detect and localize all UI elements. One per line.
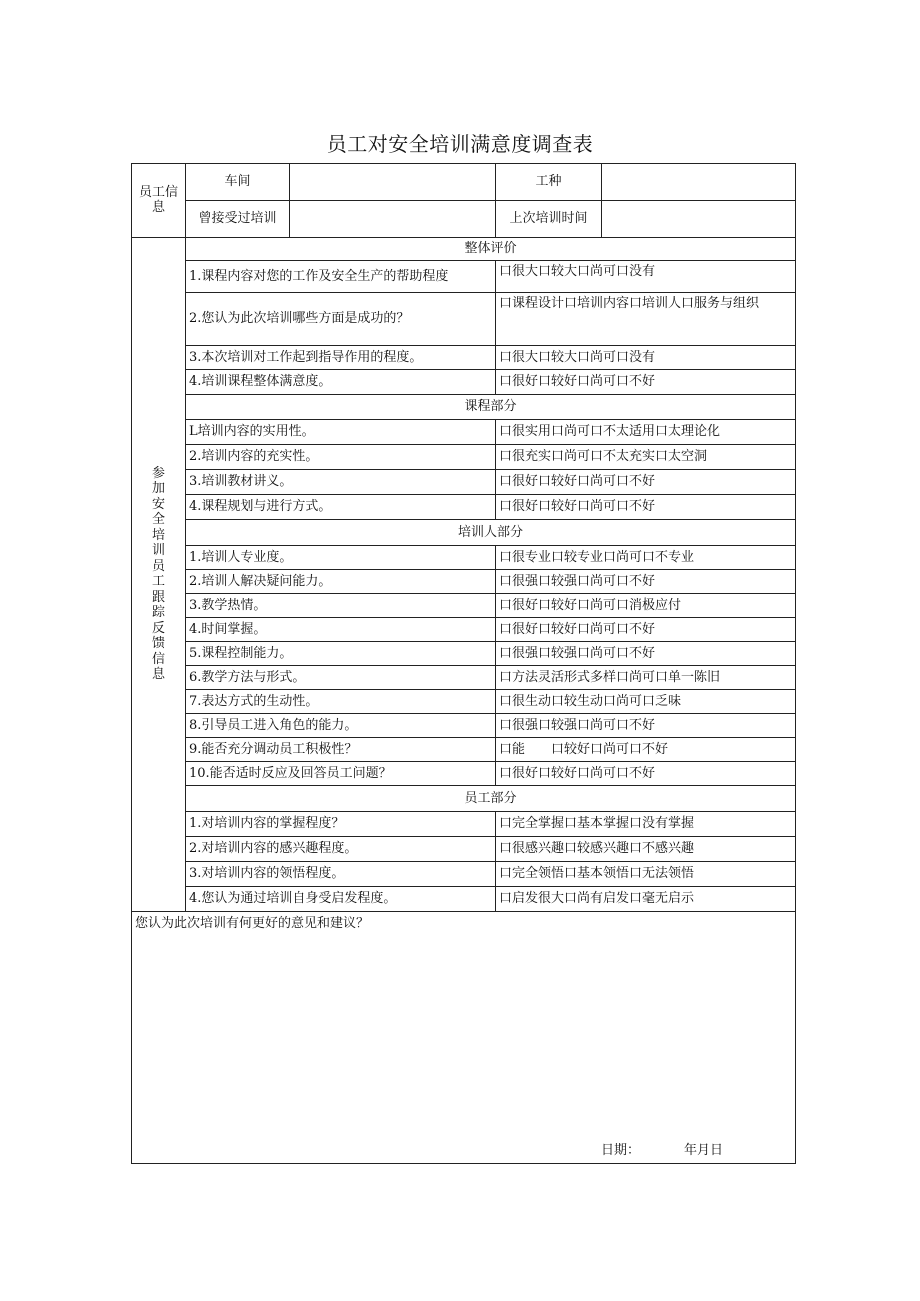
table-row	[132, 618, 796, 642]
answer-options[interactable]: 口很好口较好口尚可口消极应付	[496, 594, 796, 618]
table-row	[132, 445, 796, 470]
job-type-label: 工种	[496, 164, 602, 201]
answer-options[interactable]: 口很专业口较专业口尚可口不专业	[496, 546, 796, 570]
info-row-2	[132, 201, 796, 238]
answer-options[interactable]: 口很感兴趣口较感兴趣口不感兴趣	[496, 837, 796, 862]
answer-options[interactable]: 口很好口较好口尚可口不好	[496, 495, 796, 520]
table-row	[132, 346, 796, 370]
date-label: 日期：	[600, 1143, 640, 1158]
table-row	[132, 261, 796, 293]
table-row	[132, 862, 796, 887]
trained-label: 曾接受过培训	[186, 201, 290, 238]
answer-options[interactable]: 口很强口较强口尚可口不好	[496, 714, 796, 738]
answer-options[interactable]: 口很生动口较生动口尚可口乏味	[496, 690, 796, 714]
question-text: 1.课程内容对您的工作及安全生产的帮助程度	[186, 261, 496, 293]
answer-options[interactable]: 口方法灵活形式多样口尚可口单一陈旧	[496, 666, 796, 690]
answer-options[interactable]: 口很好口较好口尚可口不好	[496, 762, 796, 786]
survey-table	[131, 163, 796, 1164]
table-row	[132, 762, 796, 786]
answer-options[interactable]: 口很好口较好口尚可口不好	[496, 618, 796, 642]
answer-options[interactable]: 口很好口较好口尚可口不好	[496, 470, 796, 495]
answer-options[interactable]: 口完全掌握口基本掌握口没有掌握	[496, 812, 796, 837]
table-row	[132, 837, 796, 862]
question-text: 4.课程规划与进行方式。	[186, 495, 496, 520]
section-header-trainer	[132, 520, 796, 546]
question-text: 2.培训内容的充实性。	[186, 445, 496, 470]
question-text: 3.培训教材讲义。	[186, 470, 496, 495]
date-format[interactable]: 年月日	[683, 1143, 723, 1158]
table-row	[132, 293, 796, 346]
question-text: 4.时间掌握。	[186, 618, 496, 642]
question-text: 6.教学方法与形式。	[186, 666, 496, 690]
feedback-side-label: 参加安全培训员工跟踪反馈信息	[132, 238, 186, 912]
question-text: 2.培训人解决疑问能力。	[186, 570, 496, 594]
answer-options[interactable]: 口很大口较大口尚可口没有	[496, 261, 796, 293]
question-text: 3.本次培训对工作起到指导作用的程度。	[186, 346, 496, 370]
table-row	[132, 546, 796, 570]
table-row	[132, 666, 796, 690]
answer-options[interactable]: 口很大口较大口尚可口没有	[496, 346, 796, 370]
question-text: 4.培训课程整体满意度。	[186, 370, 496, 395]
suggestion-row	[132, 912, 796, 1164]
question-text: 1.对培训内容的掌握程度？	[186, 812, 496, 837]
workshop-label: 车间	[186, 164, 290, 201]
question-text: 7.表达方式的生动性。	[186, 690, 496, 714]
question-text: 10.能否适时反应及回答员工问题？	[186, 762, 496, 786]
answer-options[interactable]: 口很强口较强口尚可口不好	[496, 642, 796, 666]
workshop-field[interactable]	[290, 164, 496, 201]
question-text: 3.教学热情。	[186, 594, 496, 618]
question-text: 4.您认为通过培训自身受启发程度。	[186, 887, 496, 912]
question-text: 3.对培训内容的领悟程度。	[186, 862, 496, 887]
question-text: 1.培训人专业度。	[186, 546, 496, 570]
table-row	[132, 714, 796, 738]
table-row	[132, 690, 796, 714]
table-row	[132, 370, 796, 395]
table-row	[132, 570, 796, 594]
last-training-field[interactable]	[602, 201, 796, 238]
section-title: 整体评价	[186, 238, 796, 261]
section-title: 课程部分	[186, 395, 796, 420]
answer-options[interactable]: 口很实用口尚可口不太适用口太理论化	[496, 420, 796, 445]
section-title: 员工部分	[186, 786, 796, 812]
table-row	[132, 420, 796, 445]
employee-info-label: 员工信息	[132, 164, 186, 238]
table-row	[132, 594, 796, 618]
table-row	[132, 495, 796, 520]
question-text: L培训内容的实用性。	[186, 420, 496, 445]
info-row-1	[132, 164, 796, 201]
section-header-overall	[132, 238, 796, 261]
date-line	[601, 1143, 723, 1159]
table-row	[132, 887, 796, 912]
suggestion-area[interactable]	[132, 912, 796, 1164]
section-header-course	[132, 395, 796, 420]
answer-options[interactable]: 口启发很大口尚有启发口毫无启示	[496, 887, 796, 912]
table-row	[132, 470, 796, 495]
question-text: 5.课程控制能力。	[186, 642, 496, 666]
answer-options[interactable]: 口完全领悟口基本领悟口无法领悟	[496, 862, 796, 887]
last-training-label: 上次培训时间	[496, 201, 602, 238]
trained-field[interactable]	[290, 201, 496, 238]
question-text: 8.引导员工进入角色的能力。	[186, 714, 496, 738]
answer-options[interactable]: 口很强口较强口尚可口不好	[496, 570, 796, 594]
section-header-employee	[132, 786, 796, 812]
job-type-field[interactable]	[602, 164, 796, 201]
answer-options[interactable]: 口很充实口尚可口不太充实口太空洞	[496, 445, 796, 470]
answer-options[interactable]: 口能 口较好口尚可口不好	[496, 738, 796, 762]
section-title: 培训人部分	[186, 520, 796, 546]
table-row	[132, 812, 796, 837]
table-row	[132, 642, 796, 666]
question-text: 9.能否充分调动员工积极性？	[186, 738, 496, 762]
answer-options[interactable]: 口很好口较好口尚可口不好	[496, 370, 796, 395]
suggestion-prompt: 您认为此次培训有何更好的意见和建议？	[135, 916, 370, 931]
page-title: 员工对安全培训满意度调查表	[326, 132, 594, 156]
table-row	[132, 738, 796, 762]
question-text: 2.您认为此次培训哪些方面是成功的？	[186, 293, 496, 346]
answer-options[interactable]: 口课程设计口培训内容口培训人口服务与组织	[496, 293, 796, 346]
question-text: 2.对培训内容的感兴趣程度。	[186, 837, 496, 862]
